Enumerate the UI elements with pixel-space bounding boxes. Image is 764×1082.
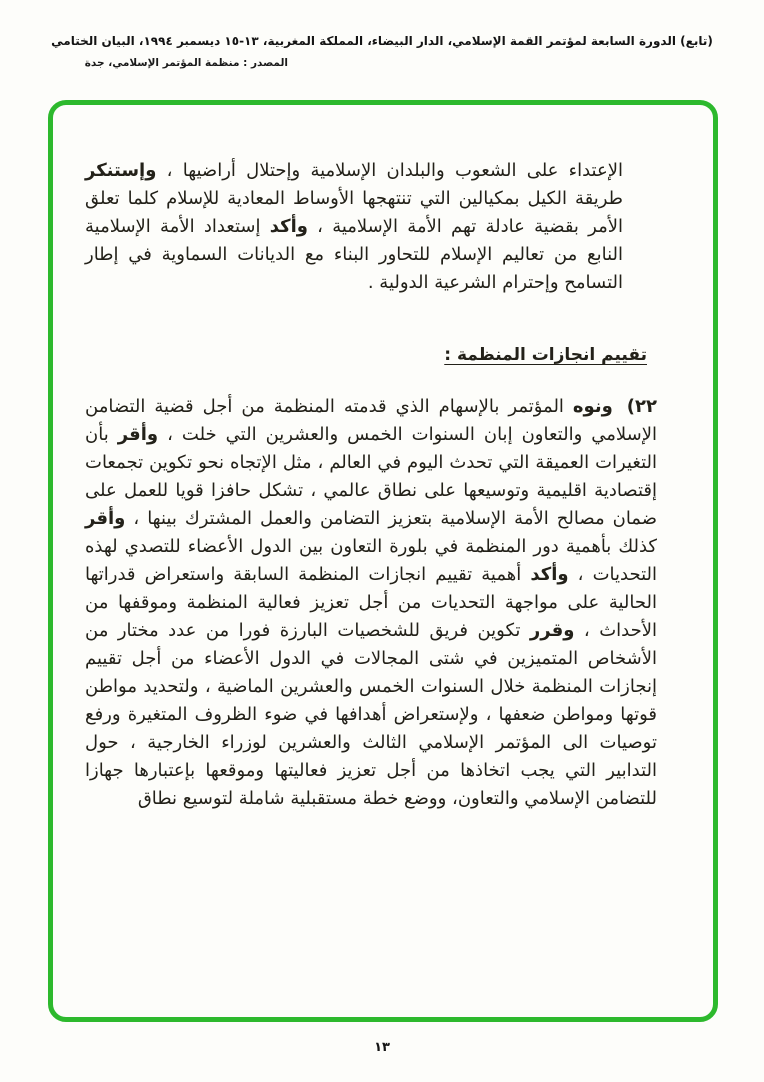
item-text bbox=[85, 396, 657, 809]
text-phrase: المؤتمر بالإسهام الذي قدمته المنظمة من أجل قضية التضامن الإسلامي والتعاون إبان السنوات الخمس والعشرين التي خلت ، bbox=[85, 396, 657, 445]
section-heading: تقييم انجازات المنظمة : bbox=[444, 345, 647, 365]
document-header bbox=[0, 0, 764, 69]
text-phrase: كذلك بأهمية دور المنظمة في بلورة التعاون بين الدول الأعضاء للتصدي لهذه التحديات ، bbox=[85, 536, 657, 585]
text-phrase: تكوين فريق للشخصيات البارزة فورا من عدد مختار من الأشخاص المتميزين في شتى المجالات في الدول الأعضاء من أجل تقييم إنجازات المنظمة خلال السنوات الخمس والعشرين الماضية ، ولتحديد مواطن قوتها ومواطن ضعفها ، ولإستعراض أهدافها في ضوء الظروف المتغيرة ورفع توصيات الى المؤتمر الإسلامي الثالث والعشرين لوزراء الخارجية ، حول التدابير التي يجب اتخاذها من أجل تعزيز فعاليتها وموقعها بإعتبارها جهازا للتضامن الإسلامي والتعاون، ووضع خطة مستقبلية شاملة لتوسيع نطاق bbox=[85, 620, 657, 809]
bold-phrase: ونوه bbox=[572, 396, 613, 417]
bold-phrase: وإستنكر bbox=[85, 160, 157, 181]
numbered-item-22 bbox=[85, 393, 657, 813]
text-phrase: الإعتداء على الشعوب والبلدان الإسلامية وإحتلال أراضيها ، bbox=[156, 160, 623, 181]
text-phrase: طريقة الكيل بمكيالين التي تنتهجها الأوساط المعادية للإسلام كلما تعلق الأمر بقضية عادلة تهم الأمة الإسلامية ، bbox=[85, 188, 624, 237]
bold-phrase: وأكد bbox=[269, 216, 308, 237]
bold-phrase: وأقر bbox=[117, 424, 159, 445]
text-phrase: بأن التغيرات العميقة التي تحدث اليوم في العالم ، مثل الإتجاه نحو تكوين تجمعات إقتصادية اقليمية وتوسيعها على نطاق عالمي ، تشكل حافزا قويا للعمل على ضمان مصالح الأمة الإسلامية بتعزيز التضامن والعمل المشترك بينها ، bbox=[85, 424, 657, 529]
bold-phrase: وأقر bbox=[85, 508, 126, 529]
bold-phrase: وأكد bbox=[530, 564, 569, 585]
paragraph-continuation bbox=[85, 157, 657, 297]
item-number: ٢٢) bbox=[626, 396, 657, 417]
document-body bbox=[53, 105, 713, 813]
text-phrase: إستعداد الأمة الإسلامية النابع من تعاليم الإسلام للتحاور البناء مع الديانات السماوية في إطار التسامح وإحترام الشرعية الدولية . bbox=[85, 216, 623, 293]
bold-phrase: وقرر bbox=[529, 620, 575, 641]
green-border-frame bbox=[48, 100, 718, 1022]
page-number: ١٣ bbox=[374, 1040, 390, 1055]
document-source: المصدر : منظمة المؤتمر الإسلامي، جدة bbox=[84, 57, 288, 69]
text-phrase: أهمية تقييم انجازات المنظمة السابقة واستعراض قدراتها الحالية على مواجهة التحديات من أجل تعزيز فعالية المنظمة وموقفها من الأحداث ، bbox=[85, 564, 657, 641]
document-title: (تابع) الدورة السابعة لمؤتمر القمة الإسلامي، الدار البيضاء، المملكة المغربية، ١٣-١٥ ديسمبر ١٩٩٤، البيان الختامي bbox=[51, 34, 713, 48]
